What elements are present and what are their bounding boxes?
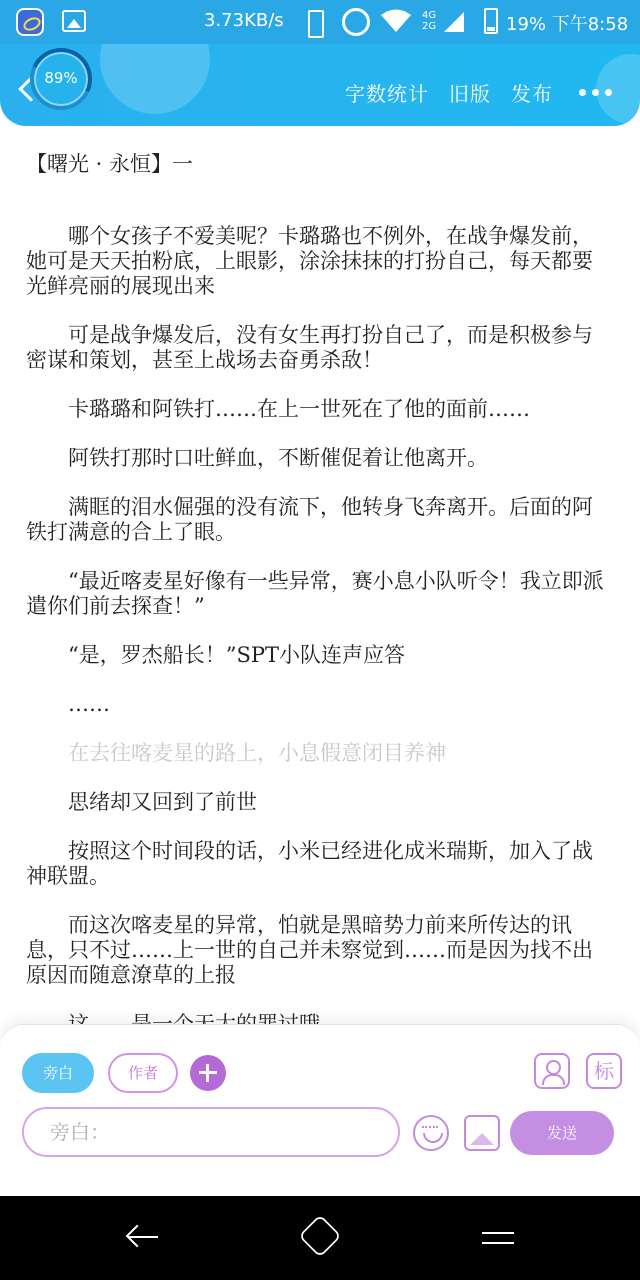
send-button[interactable]: 发送 xyxy=(510,1111,614,1155)
image-icon[interactable] xyxy=(464,1115,500,1151)
nav-recent-icon[interactable] xyxy=(480,1222,516,1254)
character-icon[interactable] xyxy=(534,1053,570,1089)
network-type-label: 4G 2G xyxy=(422,10,437,32)
story-title: 【曙光 · 永恒】一 xyxy=(26,152,194,176)
add-role-icon[interactable] xyxy=(190,1055,226,1091)
decor-bubble xyxy=(100,44,210,114)
story-paragraph: “是，罗杰船长！”SPT小队连声应答 xyxy=(68,643,405,667)
publish-button[interactable]: 发布 xyxy=(511,82,553,106)
old-version-button[interactable]: 旧版 xyxy=(449,82,491,106)
role-narrator-button[interactable]: 旁白 xyxy=(22,1053,94,1093)
tag-icon[interactable]: 标 xyxy=(586,1053,622,1089)
editor-header xyxy=(0,44,640,126)
cell-signal-icon xyxy=(442,10,466,34)
status-bar xyxy=(0,0,640,44)
story-paragraph: 卡璐璐和阿铁打……在上一世死在了他的面前…… xyxy=(68,397,530,421)
nav-back-icon[interactable] xyxy=(124,1222,160,1252)
story-paragraph: 可是战争爆发后，没有女生再打扮自己了，而是积极参与密谋和策划，甚至上战场去奋勇杀敌！ xyxy=(26,323,593,372)
progress-indicator xyxy=(30,48,92,110)
story-paragraph: “最近喀麦星好像有一些异常，赛小息小队听令！我立即派遣你们前去探查！” xyxy=(26,569,604,618)
story-paragraph: 按照这个时间段的话，小米已经进化成米瑞斯，加入了战神联盟。 xyxy=(26,839,593,888)
wifi-icon xyxy=(380,8,412,34)
story-paragraph: 阿铁打那时口吐鲜血，不断催促着让他离开。 xyxy=(68,446,488,470)
alarm-icon xyxy=(342,8,370,36)
message-input[interactable] xyxy=(22,1107,400,1157)
header-actions xyxy=(325,78,612,107)
gallery-notification-icon xyxy=(62,10,86,32)
network-speed: 3.73KB/s xyxy=(204,10,284,31)
story-content xyxy=(26,150,610,1061)
nav-home-icon[interactable] xyxy=(298,1214,341,1257)
emoji-icon[interactable] xyxy=(413,1115,449,1151)
story-paragraph: 而这次喀麦星的异常，怕就是黑暗势力前来所传达的讯息，只不过……上一世的自己并未察觉到……而是因为找不出原因而随意潦草的上报 xyxy=(26,913,593,987)
battery-and-time: 19% 下午8:58 xyxy=(506,14,629,35)
composer-panel xyxy=(0,1024,640,1196)
story-paragraph: 哪个女孩子不爱美呢？卡璐璐也不例外，在战争爆发前，她可是天天拍粉底，上眼影，涂涂抹抹的打扮自己，每天都要光鲜亮丽的展现出来 xyxy=(26,224,593,298)
app-notification-icon xyxy=(16,8,44,36)
vibrate-icon xyxy=(298,8,330,36)
story-paragraph: …… xyxy=(68,692,110,716)
story-paragraph: 满眶的泪水倔强的没有流下，他转身飞奔离开。后面的阿铁打满意的合上了眼。 xyxy=(26,495,593,544)
more-options-icon[interactable] xyxy=(579,89,612,96)
battery-icon xyxy=(484,8,498,34)
system-nav-bar xyxy=(0,1196,640,1280)
story-paragraph: 思绪却又回到了前世 xyxy=(68,790,257,814)
progress-percent: 89% xyxy=(44,69,78,87)
role-author-button[interactable]: 作者 xyxy=(108,1053,178,1093)
word-count-button[interactable]: 字数统计 xyxy=(345,82,429,106)
story-paragraph-faded: 在去往喀麦星的路上，小息假意闭目养神 xyxy=(68,741,446,765)
